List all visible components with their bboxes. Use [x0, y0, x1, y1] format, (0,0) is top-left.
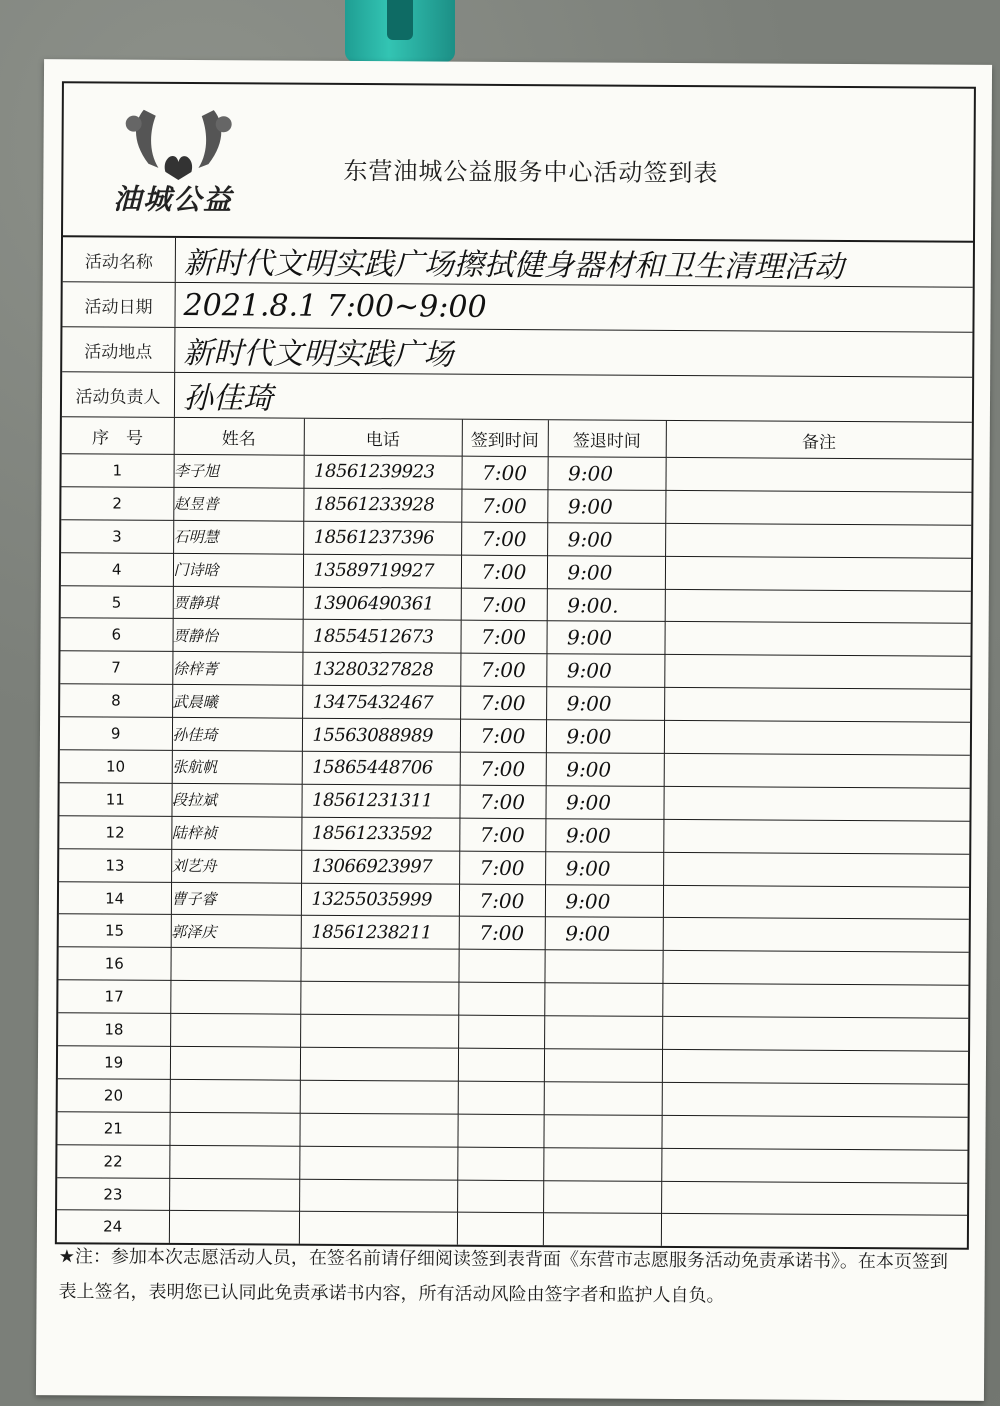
activity-place-label: 活动地点: [62, 327, 175, 372]
row-index: 6: [60, 618, 172, 652]
row-remark: [661, 1181, 967, 1216]
row-checkin: 7:00: [461, 489, 547, 522]
row-phone: 15865448706: [302, 751, 460, 785]
sign-in-sheet: [36, 59, 992, 1401]
row-checkout: 9:00: [547, 490, 665, 524]
row-name: 段拉斌: [171, 783, 301, 817]
activity-name-value: 新时代文明实践广场擦拭健身器材和卫生清理活动: [183, 245, 844, 286]
table-row: [58, 1046, 968, 1084]
row-name: 武晨曦: [172, 685, 302, 719]
row-checkout: 9:00: [545, 851, 663, 885]
row-phone: [300, 1014, 458, 1048]
row-checkout: 9:00: [546, 687, 664, 721]
col-checkout: 签退时间: [548, 420, 666, 457]
row-checkin: 7:00: [460, 719, 546, 752]
row-phone: [300, 1047, 458, 1081]
table-body: [57, 454, 972, 1248]
row-checkout: [543, 1115, 661, 1149]
row-checkin: 7:00: [459, 917, 545, 950]
row-name: [170, 1046, 300, 1080]
table-row: [58, 1079, 968, 1117]
table-row: [61, 487, 971, 525]
row-checkout: [544, 1082, 662, 1116]
row-phone: [299, 1113, 457, 1147]
row-remark: [661, 1115, 967, 1150]
row-checkout: 9:00: [546, 753, 664, 787]
row-index: 4: [61, 552, 173, 586]
row-checkout: [544, 1016, 662, 1050]
row-index: 7: [60, 651, 172, 685]
row-index: 2: [61, 487, 173, 521]
row-remark: [663, 918, 969, 953]
row-index: 19: [58, 1046, 170, 1080]
row-name: 孙佳琦: [172, 718, 302, 752]
row-checkin: [457, 1180, 543, 1213]
row-name: 张航帆: [172, 750, 302, 784]
row-checkout: [543, 1147, 661, 1181]
row-checkin: 7:00: [460, 621, 546, 654]
activity-leader-row: [62, 372, 972, 423]
row-name: 刘艺舟: [171, 849, 301, 883]
row-checkin: [458, 1081, 544, 1114]
row-checkin: 7:00: [461, 555, 547, 588]
table-row: [59, 881, 969, 919]
row-remark: [665, 589, 971, 624]
table-row: [61, 585, 971, 623]
row-phone: 18561233928: [303, 488, 461, 522]
row-checkout: [544, 950, 662, 984]
row-checkout: 9:00: [546, 654, 664, 688]
row-name: 李子旭: [173, 454, 303, 488]
table-row: [58, 1013, 968, 1051]
row-checkin: [457, 1147, 543, 1180]
row-remark: [664, 753, 970, 788]
page-title: 东营油城公益服务中心活动签到表: [343, 156, 719, 188]
row-remark: [663, 786, 969, 821]
row-name: [169, 1178, 299, 1212]
row-phone: 18554512673: [302, 620, 460, 654]
table-row: [60, 684, 970, 722]
row-remark: [661, 1148, 967, 1183]
row-checkout: 9:00: [545, 884, 663, 918]
row-index: 12: [59, 816, 171, 850]
row-name: [169, 1112, 299, 1146]
form-header: [63, 83, 974, 243]
table-header-row: [62, 417, 972, 459]
activity-date-value: 2021.8.1 7:00~9:00: [183, 287, 487, 325]
row-remark: [662, 951, 968, 986]
row-checkout: [544, 983, 662, 1017]
row-remark: [664, 688, 970, 723]
row-remark: [665, 523, 971, 558]
row-phone: 13589719927: [303, 554, 461, 588]
sign-in-table: [57, 417, 972, 1248]
row-remark: [664, 655, 970, 690]
row-name: 石明慧: [173, 520, 303, 554]
activity-date-row: [62, 282, 972, 333]
row-remark: [662, 1049, 968, 1084]
row-name: 贾静琪: [173, 586, 303, 620]
table-row: [58, 980, 968, 1018]
row-checkout: [544, 1049, 662, 1083]
row-remark: [662, 1017, 968, 1052]
row-checkout: 9:00: [546, 720, 664, 754]
disclaimer-note: ★注：参加本次志愿活动人员，在签名前请仔细阅读签到表背面《东营市志愿服务活动免责承诺书》。在本页签到表上签名，表明您已认同此免责承诺书内容，所有活动风险由签字者和监护人自负。: [58, 1246, 948, 1307]
activity-place-value: 新时代文明实践广场: [183, 335, 454, 373]
row-index: 5: [61, 585, 173, 619]
col-phone: 电话: [304, 419, 462, 456]
row-checkin: [457, 1213, 543, 1246]
row-checkout: 9:00: [546, 621, 664, 655]
row-phone: [300, 949, 458, 983]
row-checkout: 9:00: [547, 457, 665, 491]
row-index: 23: [57, 1177, 169, 1211]
row-name: [170, 1079, 300, 1113]
row-checkin: [458, 982, 544, 1015]
table-row: [57, 1112, 967, 1150]
table-row: [59, 783, 969, 821]
row-name: 陆梓祯: [171, 816, 301, 850]
row-phone: 13066923997: [301, 850, 459, 884]
row-phone: 13475432467: [302, 685, 460, 719]
row-name: 徐梓菁: [172, 652, 302, 686]
activity-leader-value: 孙佳琦: [182, 380, 274, 417]
row-checkin: 7:00: [459, 785, 545, 818]
row-name: 贾静怡: [172, 619, 302, 653]
row-remark: [664, 721, 970, 756]
row-name: 曹子睿: [171, 882, 301, 916]
row-remark: [662, 1082, 968, 1117]
table-row: [61, 552, 971, 590]
activity-place-row: [62, 327, 972, 378]
row-index: 22: [57, 1144, 169, 1178]
row-phone: [300, 981, 458, 1015]
table-row: [58, 947, 968, 985]
row-phone: 15563088989: [302, 718, 460, 752]
table-row: [57, 1177, 967, 1215]
row-checkin: [458, 950, 544, 983]
table-row: [60, 750, 970, 788]
row-index: 10: [60, 750, 172, 784]
table-row: [57, 1144, 967, 1182]
row-phone: 18561237396: [303, 521, 461, 555]
row-checkin: [458, 1015, 544, 1048]
col-checkin: 签到时间: [462, 420, 548, 457]
row-checkout: 9:00.: [547, 588, 665, 622]
row-checkin: 7:00: [460, 686, 546, 719]
row-index: 15: [59, 914, 171, 948]
row-remark: [665, 457, 971, 492]
row-checkin: 7:00: [461, 588, 547, 621]
row-checkin: 7:00: [461, 456, 547, 489]
row-phone: 18561231311: [301, 784, 459, 818]
table-row: [60, 651, 970, 689]
row-phone: 13906490361: [303, 587, 461, 621]
row-remark: [663, 819, 969, 854]
row-name: [169, 1145, 299, 1179]
row-checkin: 7:00: [459, 884, 545, 917]
clipboard-clip: [345, 0, 455, 62]
row-checkout: 9:00: [547, 555, 665, 589]
form-border: [55, 81, 976, 1250]
col-name: 姓名: [174, 418, 304, 455]
table-row: [60, 717, 970, 755]
row-phone: 18561239923: [303, 455, 461, 489]
table-row: [59, 848, 969, 886]
row-phone: 18561233592: [301, 817, 459, 851]
row-index: 9: [60, 717, 172, 751]
row-phone: 18561238211: [301, 916, 459, 950]
row-checkout: 9:00: [547, 522, 665, 556]
row-checkin: 7:00: [459, 818, 545, 851]
row-checkout: [543, 1180, 661, 1214]
row-name: [170, 948, 300, 982]
activity-leader-label: 活动负责人: [62, 372, 175, 417]
activity-name-row: [63, 237, 973, 288]
col-remark: 备注: [666, 421, 972, 459]
row-name: 门诗晗: [173, 553, 303, 587]
charity-logo: [103, 101, 254, 222]
row-remark: [663, 852, 969, 887]
row-phone: 13280327828: [302, 653, 460, 687]
row-remark: [664, 622, 970, 657]
row-index: 1: [61, 454, 173, 488]
row-remark: [663, 885, 969, 920]
row-remark: [665, 490, 971, 525]
row-phone: [299, 1146, 457, 1180]
row-index: 20: [58, 1079, 170, 1113]
row-index: 8: [60, 684, 172, 718]
row-checkin: [457, 1114, 543, 1147]
row-index: 17: [58, 980, 170, 1014]
activity-name-label: 活动名称: [63, 237, 176, 282]
table-row: [59, 914, 969, 952]
table-row: [61, 520, 971, 558]
col-index: 序 号: [62, 417, 174, 454]
row-index: 18: [58, 1013, 170, 1047]
row-index: 3: [61, 520, 173, 554]
row-name: [170, 981, 300, 1015]
row-checkin: 7:00: [460, 654, 546, 687]
activity-date-label: 活动日期: [62, 282, 175, 327]
row-checkout: 9:00: [545, 917, 663, 951]
row-index: 14: [59, 881, 171, 915]
row-name: [170, 1014, 300, 1048]
row-name: 郭泽庆: [171, 915, 301, 949]
row-checkin: 7:00: [461, 522, 547, 555]
row-name: 赵昱普: [173, 487, 303, 521]
table-row: [61, 454, 971, 492]
row-index: 11: [59, 783, 171, 817]
row-checkout: 9:00: [545, 786, 663, 820]
row-index: 16: [58, 947, 170, 981]
row-index: 13: [59, 848, 171, 882]
row-checkin: [458, 1048, 544, 1081]
row-checkout: 9:00: [545, 818, 663, 852]
row-remark: [665, 556, 971, 591]
logo-text: 油城公益: [113, 182, 234, 217]
row-phone: [300, 1080, 458, 1114]
hands-heart-icon: [103, 101, 253, 182]
row-checkin: 7:00: [460, 752, 546, 785]
row-index: 24: [57, 1210, 169, 1243]
row-phone: 13255035999: [301, 883, 459, 917]
table-row: [59, 816, 969, 854]
row-phone: [299, 1179, 457, 1213]
row-index: 21: [57, 1112, 169, 1146]
table-row: [60, 618, 970, 656]
row-remark: [662, 984, 968, 1019]
row-checkin: 7:00: [459, 851, 545, 884]
